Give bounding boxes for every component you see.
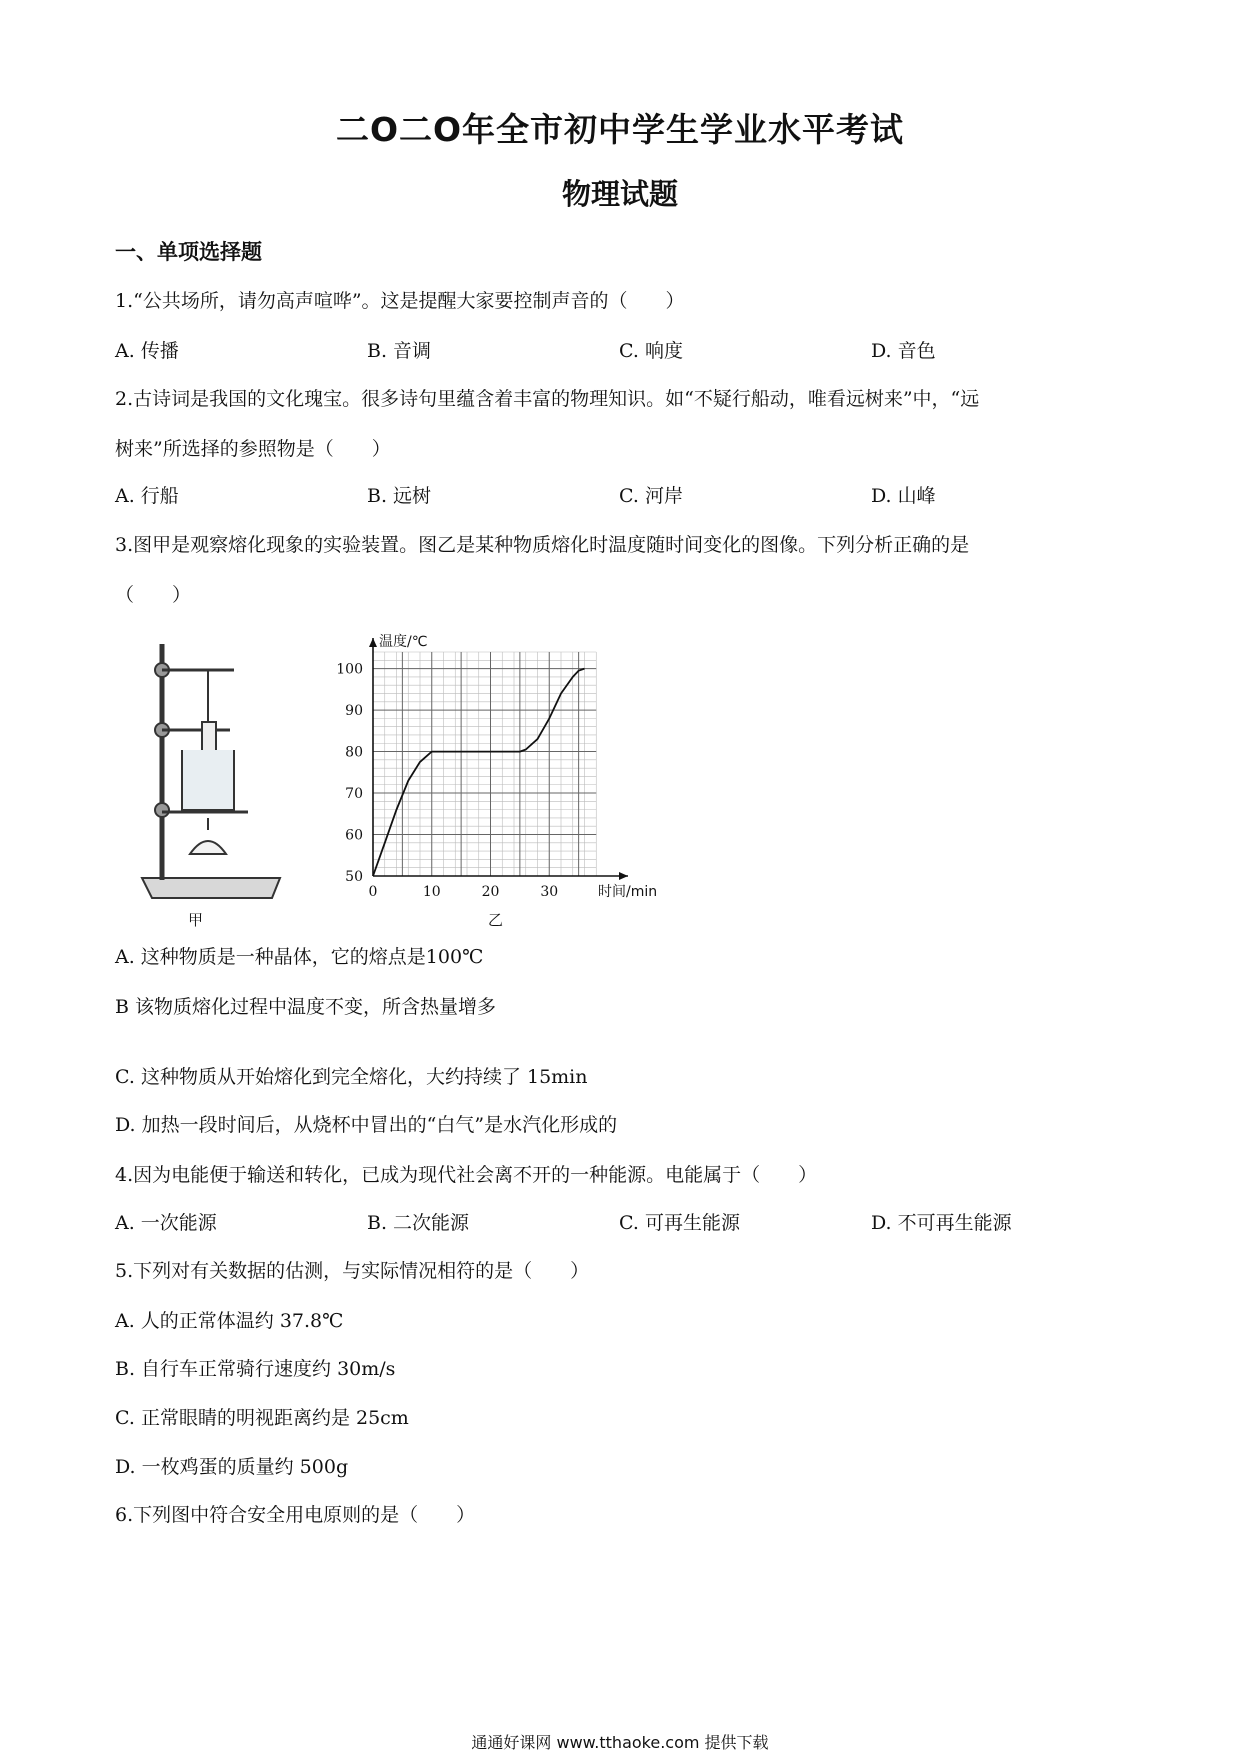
question-6-stem: 6.下列图中符合安全用电原则的是（ ） [115, 1504, 476, 1526]
x-axis-label: 时间/min [598, 884, 658, 900]
option-b: B. 音调 [367, 340, 432, 362]
option-a: A. 一次能源 [115, 1212, 217, 1234]
option-c: C. 可再生能源 [619, 1212, 740, 1234]
question-3-option-d: D. 加热一段时间后，从烧杯中冒出的“白气”是水汽化形成的 [115, 1114, 618, 1136]
stand-base [142, 878, 280, 898]
y-tick-label: 100 [336, 661, 363, 678]
question-5-option-d: D. 一枚鸡蛋的质量约 500g [115, 1456, 349, 1478]
temperature-time-chart [336, 633, 657, 900]
exam-subtitle: 物理试题 [561, 177, 678, 211]
figure-label-right: 乙 [488, 911, 504, 929]
option-d: D. 音色 [871, 340, 936, 362]
question-1-stem: 1.“公共场所，请勿高声喧哗”。这是提醒大家要控制声音的（ ） [115, 290, 685, 312]
x-tick-label: 20 [481, 884, 500, 900]
question-4-stem: 4.因为电能便于输送和转化，已成为现代社会离不开的一种能源。电能属于（ ） [115, 1164, 818, 1186]
x-axis-arrow [619, 872, 628, 880]
exam-title: 二O二O年全市初中学生学业水平考试 [335, 110, 905, 149]
question-5-option-b: B. 自行车正常骑行速度约 30m/s [115, 1358, 396, 1380]
x-tick-label: 30 [540, 884, 559, 900]
alcohol-lamp [190, 841, 226, 854]
option-c: C. 河岸 [619, 485, 683, 507]
question-3-stem-line1: 3.图甲是观察熔化现象的实验装置。图乙是某种物质熔化时温度随时间变化的图像。下列分析正确的是 [115, 534, 970, 556]
question-3-stem-line2: （ ） [115, 584, 192, 606]
question-3-option-b: B 该物质熔化过程中温度不变，所含热量增多 [115, 996, 497, 1018]
clamp-bottom [155, 803, 169, 817]
y-tick-label: 50 [345, 869, 363, 885]
y-tick-label: 90 [345, 703, 363, 720]
lab-apparatus [142, 644, 280, 898]
option-b: B. 二次能源 [367, 1212, 470, 1234]
question-3-option-a: A. 这种物质是一种晶体，它的熔点是100℃ [115, 946, 484, 968]
figure-label-left: 甲 [188, 911, 204, 929]
question-3-option-c: C. 这种物质从开始熔化到完全熔化，大约持续了 15min [115, 1066, 588, 1088]
y-axis-label: 温度/℃ [379, 634, 428, 650]
question-2-stem-line1: 2.古诗词是我国的文化瑰宝。很多诗句里蕴含着丰富的物理知识。如“不疑行船动，唯看远树来”中，“远 [115, 388, 980, 410]
question-3-figure [130, 630, 730, 934]
x-tick-label: 0 [368, 884, 378, 900]
figure-svg [130, 630, 730, 930]
page-footer: 通通好课网 www.tthaoke.com 提供下载 [471, 1733, 769, 1752]
y-axis-arrow [369, 638, 377, 647]
option-d: D. 不可再生能源 [871, 1212, 1012, 1234]
question-2-stem-line2: 树来”所选择的参照物是（ ） [115, 438, 391, 460]
x-tick-label: 10 [422, 884, 441, 900]
section-heading: 一、单项选择题 [115, 240, 262, 264]
y-tick-label: 80 [345, 744, 363, 761]
option-c: C. 响度 [619, 340, 683, 362]
y-tick-label: 70 [345, 786, 363, 803]
beaker [182, 750, 234, 810]
question-5-stem: 5.下列对有关数据的估测，与实际情况相符的是（ ） [115, 1260, 590, 1282]
option-a: A. 行船 [115, 485, 179, 507]
y-tick-label: 60 [345, 827, 363, 844]
option-b: B. 远树 [367, 485, 432, 507]
option-a: A. 传播 [115, 340, 179, 362]
question-5-option-a: A. 人的正常体温约 37.8℃ [115, 1310, 344, 1332]
option-d: D. 山峰 [871, 485, 936, 507]
question-5-option-c: C. 正常眼睛的明视距离约是 25cm [115, 1407, 409, 1429]
